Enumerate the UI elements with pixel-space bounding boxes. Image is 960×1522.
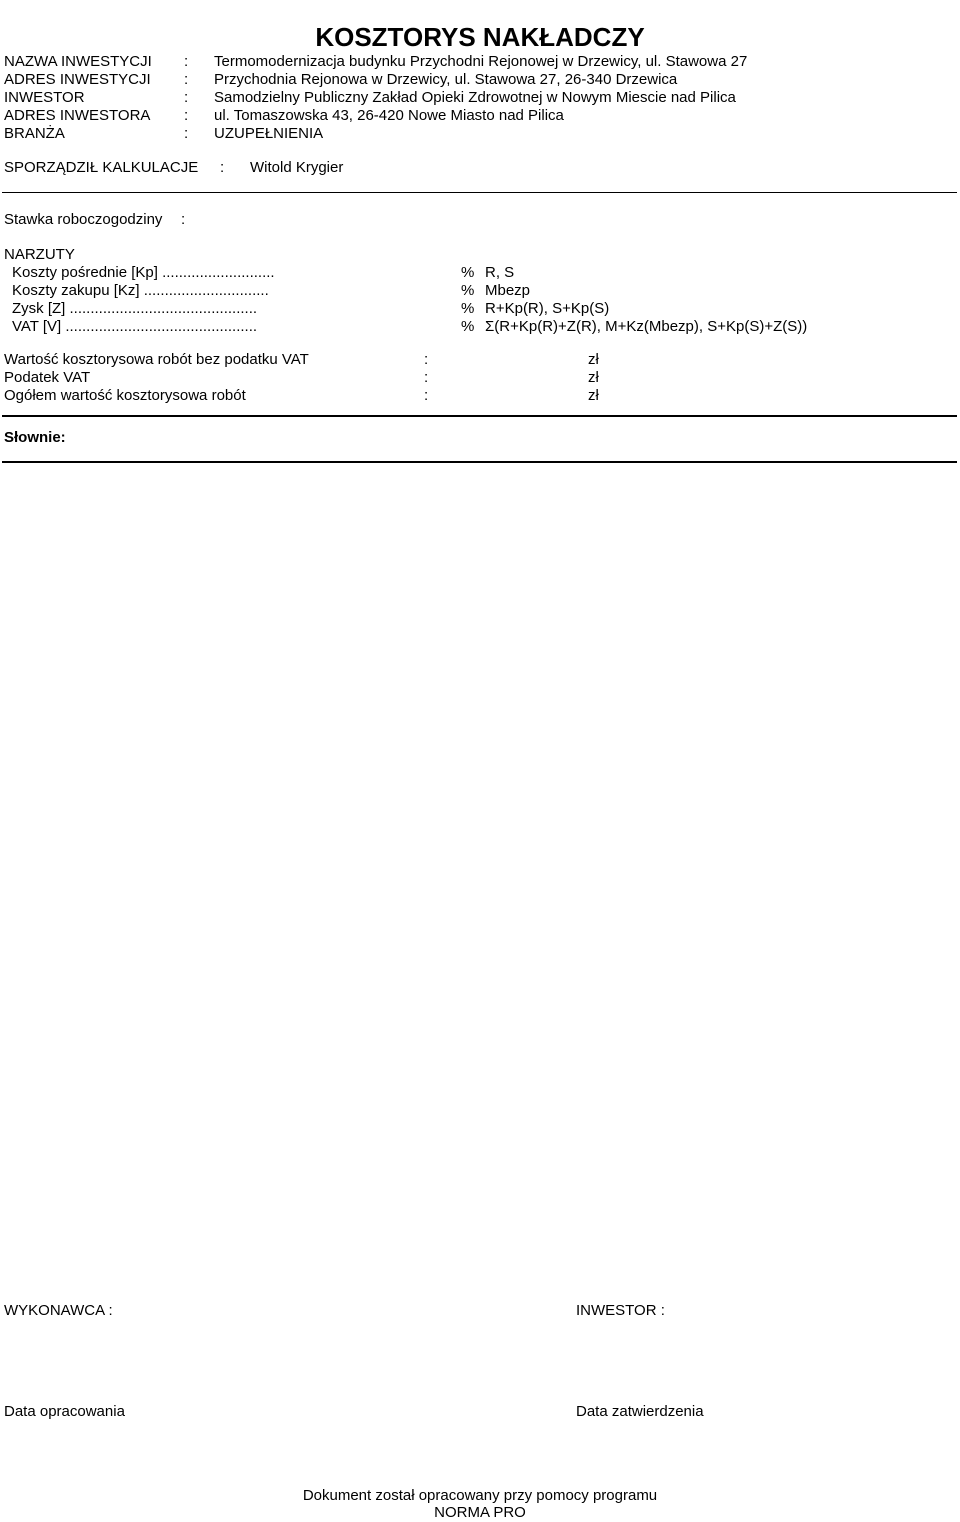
value-currency: zł (588, 369, 599, 386)
field-separator: : (184, 125, 189, 142)
narzut-label: VAT [V] .............................................. (12, 318, 258, 335)
field-separator: : (184, 89, 189, 106)
narzut-unit: % (461, 282, 475, 299)
field-value: Termomodernizacja budynku Przychodni Rejonowej w Drzewicy, ul. Stawowa 27 (214, 53, 748, 70)
field-separator: : (184, 53, 189, 70)
contractor-label: WYKONAWCA : (4, 1302, 113, 1319)
narzut-unit: % (461, 300, 475, 317)
footer-line-2: NORMA PRO (434, 1504, 526, 1521)
field-value: ul. Tomaszowska 43, 26-420 Nowe Miasto nad Pilica (214, 107, 564, 124)
value-label: Podatek VAT (4, 369, 91, 386)
value-separator: : (424, 369, 429, 386)
approved-date-label: Data zatwierdzenia (576, 1403, 704, 1420)
field-label: SPORZĄDZIŁ KALKULACJE (4, 159, 199, 176)
rate-separator: : (181, 211, 186, 228)
field-value: Witold Krygier (250, 159, 344, 176)
field-separator: : (220, 159, 225, 176)
value-currency: zł (588, 351, 599, 368)
field-label: ADRES INWESTORA (4, 107, 151, 124)
field-separator: : (184, 71, 189, 88)
narzut-base: Mbezp (485, 282, 531, 299)
value-currency: zł (588, 387, 599, 404)
footer-line-1: Dokument został opracowany przy pomocy programu (302, 1487, 658, 1504)
narzut-unit: % (461, 318, 475, 335)
prepared-date-label: Data opracowania (4, 1403, 125, 1420)
narzut-base: Σ(R+Kp(R)+Z(R), M+Kz(Mbezp), S+Kp(S)+Z(S)) (485, 318, 808, 335)
narzut-label: Koszty zakupu [Kz] .............................. (12, 282, 269, 299)
field-value: Przychodnia Rejonowa w Drzewicy, ul. Stawowa 27, 26-340 Drzewica (214, 71, 678, 88)
value-label: Ogółem wartość kosztorysowa robót (4, 387, 246, 404)
field-separator: : (184, 107, 189, 124)
narzut-label: Zysk [Z] ............................................. (12, 300, 258, 317)
document-title (0, 22, 960, 52)
narzut-base: R+Kp(R), S+Kp(S) (485, 300, 610, 317)
investor-label: INWESTOR : (576, 1302, 665, 1319)
narzut-label: Koszty pośrednie [Kp] ........................... (12, 264, 275, 281)
value-separator: : (424, 387, 429, 404)
slownie-label: Słownie: (4, 429, 66, 446)
field-value: Samodzielny Publiczny Zakład Opieki Zdrowotnej w Nowym Miescie nad Pilica (214, 89, 736, 106)
value-label: Wartość kosztorysowa robót bez podatku VAT (4, 351, 309, 368)
document-title-text: KOSZTORYS NAKŁADCZY (315, 22, 645, 52)
field-label: ADRES INWESTYCJI (4, 71, 151, 88)
narzut-base: R, S (485, 264, 515, 281)
field-label: NAZWA INWESTYCJI (4, 53, 152, 70)
field-label: INWESTOR (4, 89, 85, 106)
narzut-unit: % (461, 264, 475, 281)
narzuty-heading: NARZUTY (4, 246, 75, 263)
value-separator: : (424, 351, 429, 368)
divider (2, 461, 957, 463)
field-value: UZUPEŁNIENIA (214, 125, 324, 142)
rate-label: Stawka roboczogodziny (4, 211, 163, 228)
field-label: BRANŻA (4, 125, 65, 142)
divider (2, 192, 957, 193)
divider (2, 415, 957, 417)
